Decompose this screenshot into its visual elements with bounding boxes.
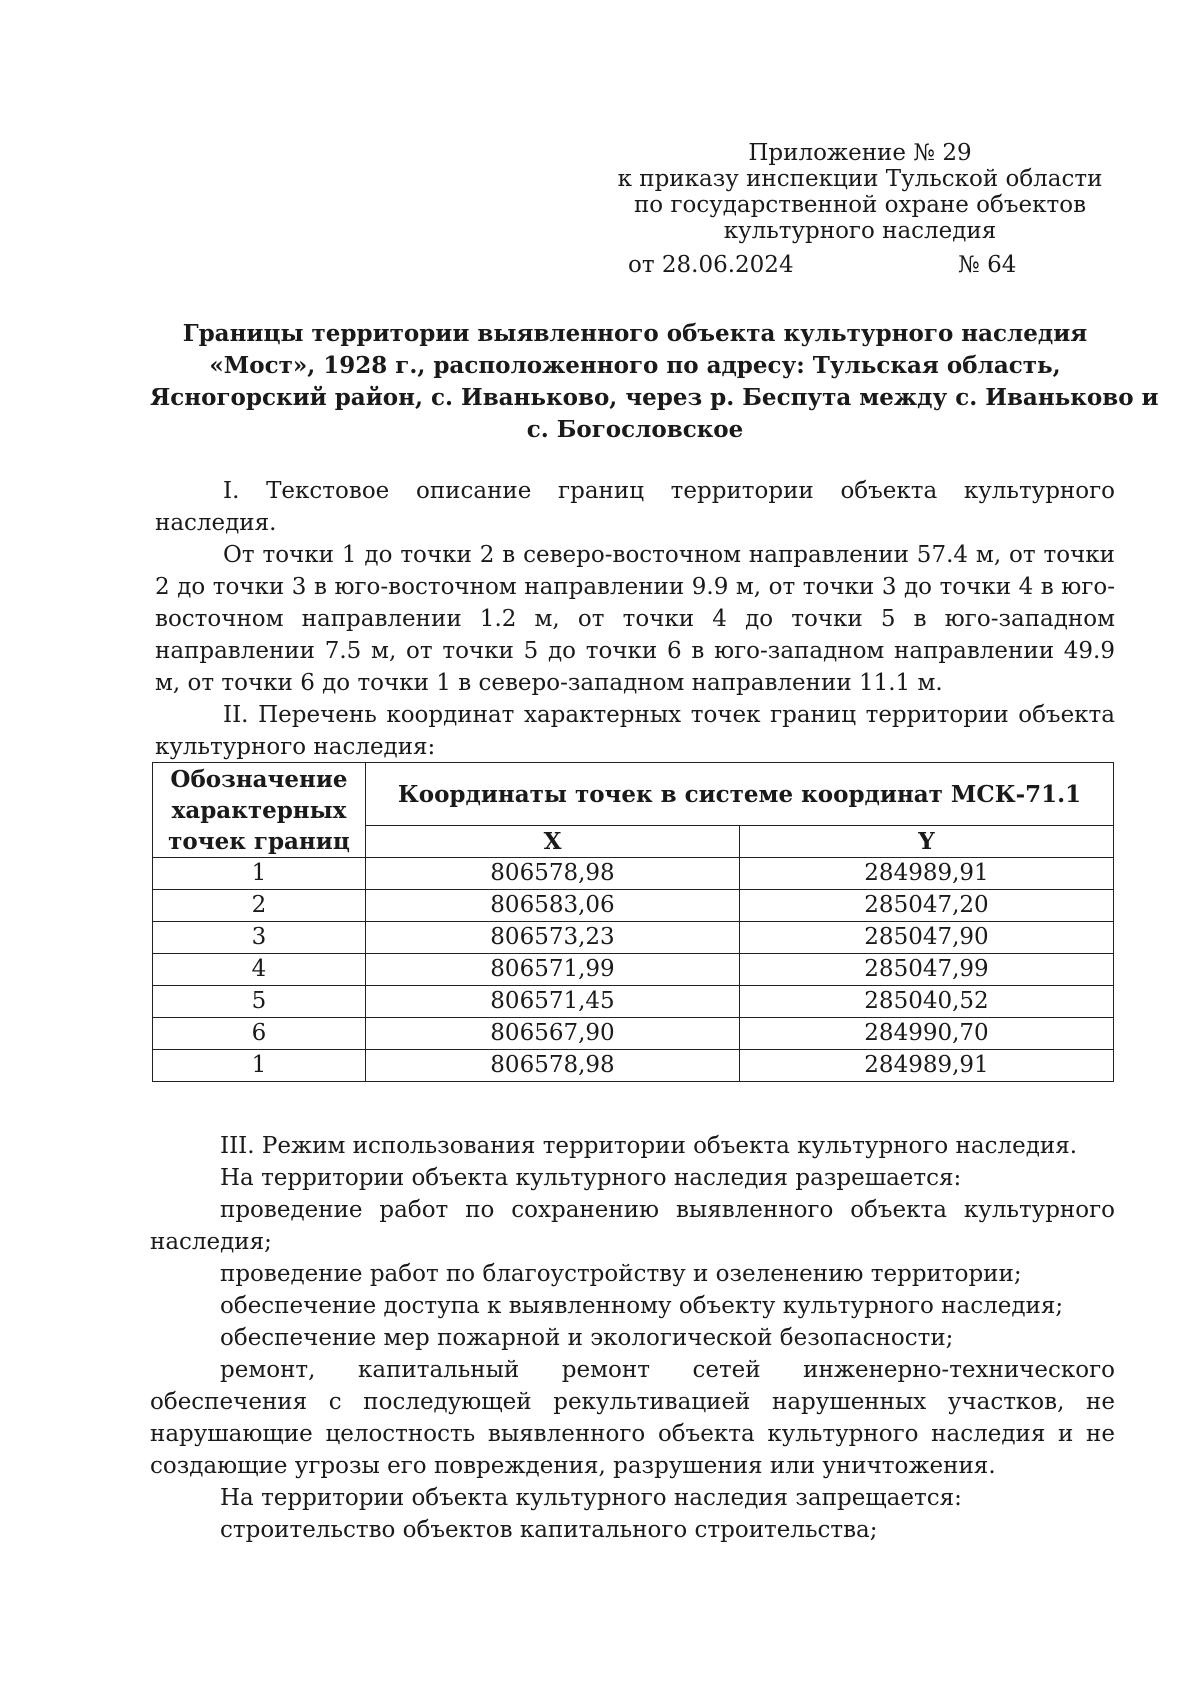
- coordinates-table: [152, 762, 1114, 1082]
- allowed-item: проведение работ по сохранению выявленного объекта культурного наследия;: [150, 1197, 1115, 1255]
- order-reference-line: по государственной охране объектов: [633, 192, 1087, 218]
- x-column-header: X: [366, 826, 740, 858]
- table-row: [153, 890, 1114, 922]
- section-1-description: От точки 1 до точки 2 в северо-восточном направлении 57.4 м, от точки 2 до точки 3 в юго-восточном направлении 9.9 м, от точки 3 до точки 4 в юго-восточном направлении 1.2 м, от точки 4 до точки 5 в юго-западном направлении 7.5 м, от точки 5 до точки 6 в юго-западном направлении 49.9 м, от точки 6 до точки 1 в северо-западном направлении 11.1 м.: [155, 542, 1115, 696]
- point-label-cell: 4: [153, 954, 366, 986]
- title-line: «Мост», 1928 г., расположенного по адресу: Тульская область,: [209, 352, 1061, 379]
- order-date-row: [628, 252, 1048, 278]
- point-label-cell: 6: [153, 1018, 366, 1050]
- section-1: [155, 475, 1115, 763]
- x-coordinate-cell: 806571,45: [366, 986, 740, 1018]
- point-label-cell: 1: [153, 1050, 366, 1082]
- document-header: [600, 140, 1120, 244]
- x-coordinate-cell: 806573,23: [366, 922, 740, 954]
- y-coordinate-cell: 285047,20: [740, 890, 1114, 922]
- y-coordinate-cell: 285047,99: [740, 954, 1114, 986]
- point-label-cell: 2: [153, 890, 366, 922]
- allowed-intro: На территории объекта культурного наследия разрешается:: [220, 1165, 962, 1191]
- document-title: [150, 318, 1159, 446]
- x-coordinate-cell: 806567,90: [366, 1018, 740, 1050]
- order-reference-line: к приказу инспекции Тульской области: [617, 166, 1103, 192]
- x-coordinate-cell: 806571,99: [366, 954, 740, 986]
- table-row: [153, 986, 1114, 1018]
- coordinates-table-wrapper: [152, 762, 1114, 1082]
- table-row: [153, 922, 1114, 954]
- section-3-heading: III. Режим использования территории объекта культурного наследия.: [220, 1133, 1078, 1159]
- title-line: Границы территории выявленного объекта культурного наследия: [182, 320, 1088, 347]
- table-row: [153, 954, 1114, 986]
- point-label-cell: 1: [153, 858, 366, 890]
- y-column-header: Y: [740, 826, 1114, 858]
- y-coordinate-cell: 284990,70: [740, 1018, 1114, 1050]
- allowed-item: обеспечение мер пожарной и экологической безопасности;: [220, 1325, 954, 1351]
- x-coordinate-cell: 806578,98: [366, 1050, 740, 1082]
- x-coordinate-cell: 806583,06: [366, 890, 740, 922]
- appendix-number: Приложение № 29: [748, 140, 972, 166]
- point-designation-header: Обозначение характерных точек границ: [153, 763, 366, 858]
- section-2-heading: II. Перечень координат характерных точек границ территории объекта культурного наследия:: [155, 702, 1115, 760]
- section-3: [150, 1130, 1115, 1546]
- allowed-item: ремонт, капитальный ремонт сетей инженерно-технического обеспечения с последующей рекультивацией нарушенных участков, не нарушающие целостность выявленного объекта культурного наследия и не создающие угрозы его повреждения, разрушения или уничтожения.: [150, 1357, 1115, 1479]
- allowed-item: обеспечение доступа к выявленному объекту культурного наследия;: [220, 1293, 1064, 1319]
- forbidden-item: строительство объектов капитального строительства;: [220, 1517, 878, 1543]
- title-line: с. Богословское: [526, 416, 744, 443]
- table-row: [153, 858, 1114, 890]
- y-coordinate-cell: 284989,91: [740, 1050, 1114, 1082]
- order-date: от 28.06.2024: [628, 252, 794, 278]
- point-label-cell: 5: [153, 986, 366, 1018]
- table-row: [153, 1018, 1114, 1050]
- title-line: Ясногорский район, с. Иваньково, через р. Беспута между с. Иваньково и: [150, 384, 1159, 411]
- table-row: [153, 1050, 1114, 1082]
- allowed-item: проведение работ по благоустройству и озеленению территории;: [220, 1261, 1022, 1287]
- point-label-cell: 3: [153, 922, 366, 954]
- y-coordinate-cell: 285047,90: [740, 922, 1114, 954]
- coordinates-table-body: [153, 858, 1114, 1082]
- x-coordinate-cell: 806578,98: [366, 858, 740, 890]
- section-1-heading: I. Текстовое описание границ территории объекта культурного наследия.: [155, 478, 1115, 536]
- coordinates-system-header: Координаты точек в системе координат МСК-71.1: [366, 763, 1114, 826]
- order-number: № 64: [958, 252, 1017, 278]
- y-coordinate-cell: 284989,91: [740, 858, 1114, 890]
- y-coordinate-cell: 285040,52: [740, 986, 1114, 1018]
- order-reference-line: культурного наследия: [723, 218, 997, 244]
- forbidden-intro: На территории объекта культурного наследия запрещается:: [220, 1485, 962, 1511]
